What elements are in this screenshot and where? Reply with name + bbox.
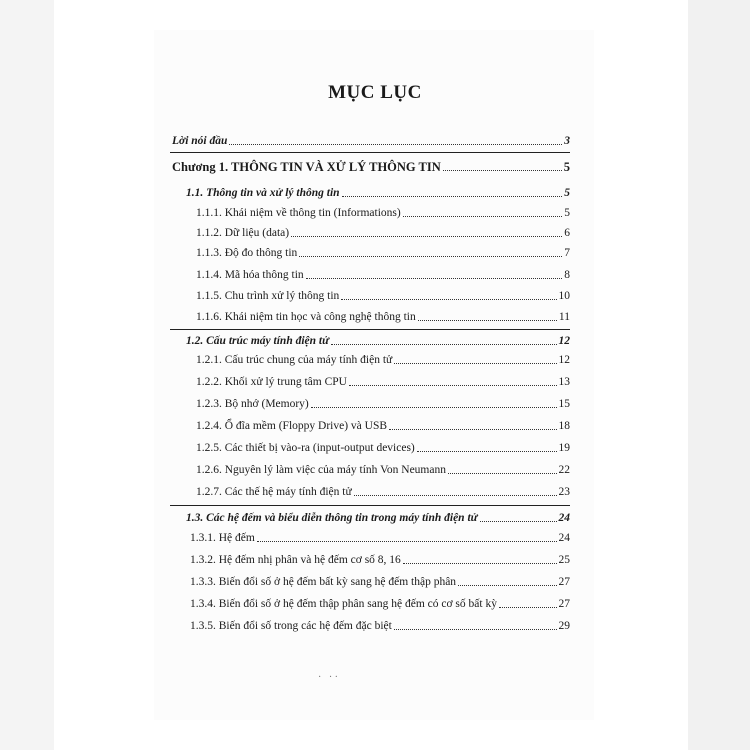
toc-entry-label: 1.2.1. Cấu trúc chung của máy tính điện tử bbox=[196, 354, 393, 366]
dot-leader bbox=[448, 464, 557, 474]
toc-entry-subsection bbox=[196, 463, 570, 477]
dot-leader bbox=[299, 247, 562, 257]
toc-entry-label: 1.3.4. Biến đổi số ở hệ đếm thập phân sang hệ đếm có cơ số bất kỳ bbox=[190, 598, 497, 610]
toc-entry-page: 24 bbox=[558, 512, 570, 524]
toc-entry-subsection bbox=[196, 289, 570, 303]
toc-entry-page: 27 bbox=[558, 598, 570, 610]
toc-entry-subsection bbox=[190, 597, 570, 611]
toc-entry-preface bbox=[172, 134, 570, 148]
toc-entry-subsection bbox=[196, 246, 570, 260]
dot-leader bbox=[394, 620, 557, 630]
dot-leader bbox=[331, 335, 557, 345]
toc-entry-subsection bbox=[190, 619, 570, 633]
toc-entry-page: 25 bbox=[558, 554, 570, 566]
toc-entry-subsection bbox=[190, 553, 570, 567]
toc-entry-page: 22 bbox=[558, 464, 570, 476]
toc-entry-subsection bbox=[196, 419, 570, 433]
toc-entry-page: 18 bbox=[558, 420, 570, 432]
dot-leader bbox=[403, 554, 557, 564]
dot-leader bbox=[349, 376, 557, 386]
toc-entry-section bbox=[186, 334, 570, 348]
toc-entry-page: 5 bbox=[563, 160, 570, 174]
divider-line bbox=[170, 152, 570, 153]
toc-entry-label: 1.2.4. Ổ đĩa mềm (Floppy Drive) và USB bbox=[196, 420, 388, 432]
dot-leader bbox=[499, 598, 557, 608]
dot-leader bbox=[480, 512, 557, 522]
dot-leader bbox=[354, 486, 557, 496]
toc-entry-label: 1.2. Cấu trúc máy tính điện tử bbox=[186, 335, 329, 347]
dot-leader bbox=[417, 442, 557, 452]
toc-entry-label: 1.1.2. Dữ liệu (data) bbox=[196, 227, 290, 239]
toc-entry-label: Lời nói đầu bbox=[172, 135, 228, 147]
dot-leader bbox=[342, 187, 563, 197]
dot-leader bbox=[389, 420, 556, 430]
toc-entry-label: 1.3.1. Hệ đếm bbox=[190, 532, 255, 544]
toc-entry-subsection bbox=[190, 531, 570, 545]
dot-leader bbox=[458, 576, 556, 586]
toc-entry-label: 1.1.6. Khái niệm tin học và công nghệ thông tin bbox=[196, 311, 416, 323]
toc-entry-page: 6 bbox=[564, 227, 570, 239]
toc-entry-page: 11 bbox=[558, 311, 570, 323]
toc-entry-subsection bbox=[196, 485, 570, 499]
toc-entry-page: 10 bbox=[558, 290, 570, 302]
page-title: MỤC LỤC bbox=[328, 82, 422, 103]
toc-entry-page: 15 bbox=[558, 398, 570, 410]
dot-leader bbox=[418, 311, 557, 321]
toc-entry-label: 1.1.5. Chu trình xử lý thông tin bbox=[196, 290, 340, 302]
toc-entry-section bbox=[186, 186, 570, 200]
toc-entry-label: 1.1.3. Độ đo thông tin bbox=[196, 247, 298, 259]
toc-entry-page: 7 bbox=[564, 247, 570, 259]
toc-entry-subsection bbox=[196, 353, 570, 367]
print-specks: · · · bbox=[318, 672, 338, 683]
dot-leader bbox=[394, 354, 556, 364]
toc-entry-page: 19 bbox=[558, 442, 570, 454]
toc-entry-section bbox=[186, 511, 570, 525]
toc-entry-subsection bbox=[196, 375, 570, 389]
toc-entry-label: 1.2.6. Nguyên lý làm việc của máy tính Von Neumann bbox=[196, 464, 446, 476]
toc-entry-label: 1.3.2. Hệ đếm nhị phân và hệ đếm cơ số 8, 16 bbox=[190, 554, 401, 566]
toc-entry-label: 1.2.5. Các thiết bị vào-ra (input-output devices) bbox=[196, 442, 415, 454]
toc-entry-label: 1.1. Thông tin và xử lý thông tin bbox=[186, 187, 340, 199]
toc-entry-page: 24 bbox=[558, 532, 570, 544]
toc-entry-label: Chương 1. THÔNG TIN VÀ XỬ LÝ THÔNG TIN bbox=[172, 160, 441, 174]
dot-leader bbox=[443, 161, 562, 171]
divider-line bbox=[170, 505, 570, 506]
toc-entry-label: 1.3. Các hệ đếm và biểu diễn thông tin trong máy tính điện tử bbox=[186, 512, 478, 524]
toc-entry-label: 1.1.4. Mã hóa thông tin bbox=[196, 269, 304, 281]
toc-entry-page: 8 bbox=[564, 269, 570, 281]
toc-entry-page: 12 bbox=[558, 335, 570, 347]
dot-leader bbox=[257, 532, 557, 542]
toc-entry-label: 1.2.2. Khối xử lý trung tâm CPU bbox=[196, 376, 347, 388]
toc-entry-page: 12 bbox=[558, 354, 570, 366]
toc-entry-subsection bbox=[196, 310, 570, 324]
toc-entry-page: 29 bbox=[558, 620, 570, 632]
toc-entry-subsection bbox=[190, 575, 570, 589]
divider-line bbox=[170, 329, 570, 330]
toc-entry-label: 1.2.3. Bộ nhớ (Memory) bbox=[196, 398, 309, 410]
dot-leader bbox=[291, 227, 562, 237]
toc-entry-label: 1.1.1. Khái niệm về thông tin (Informations) bbox=[196, 207, 401, 219]
toc-entry-chapter bbox=[172, 160, 570, 174]
dot-leader bbox=[229, 135, 562, 145]
toc-entry-page: 5 bbox=[564, 207, 570, 219]
toc-entry-subsection bbox=[196, 226, 570, 240]
toc-entry-subsection bbox=[196, 441, 570, 455]
toc-entry-page: 3 bbox=[564, 135, 570, 147]
toc-entry-subsection bbox=[196, 268, 570, 282]
dot-leader bbox=[311, 398, 557, 408]
toc-entry-page: 13 bbox=[558, 376, 570, 388]
toc-entry-label: 1.3.5. Biến đổi số trong các hệ đếm đặc biệt bbox=[190, 620, 392, 632]
toc-entry-page: 27 bbox=[558, 576, 570, 588]
toc-entry-page: 23 bbox=[558, 486, 570, 498]
dot-leader bbox=[403, 207, 563, 217]
toc-entry-label: 1.2.7. Các thế hệ máy tính điện tử bbox=[196, 486, 352, 498]
toc-entry-page: 5 bbox=[564, 187, 570, 199]
dot-leader bbox=[341, 290, 556, 300]
dot-leader bbox=[306, 269, 563, 279]
toc-entry-subsection bbox=[196, 206, 570, 220]
toc-entry-subsection bbox=[196, 397, 570, 411]
toc-entry-label: 1.3.3. Biến đổi số ở hệ đếm bất kỳ sang hệ đếm thập phân bbox=[190, 576, 457, 588]
